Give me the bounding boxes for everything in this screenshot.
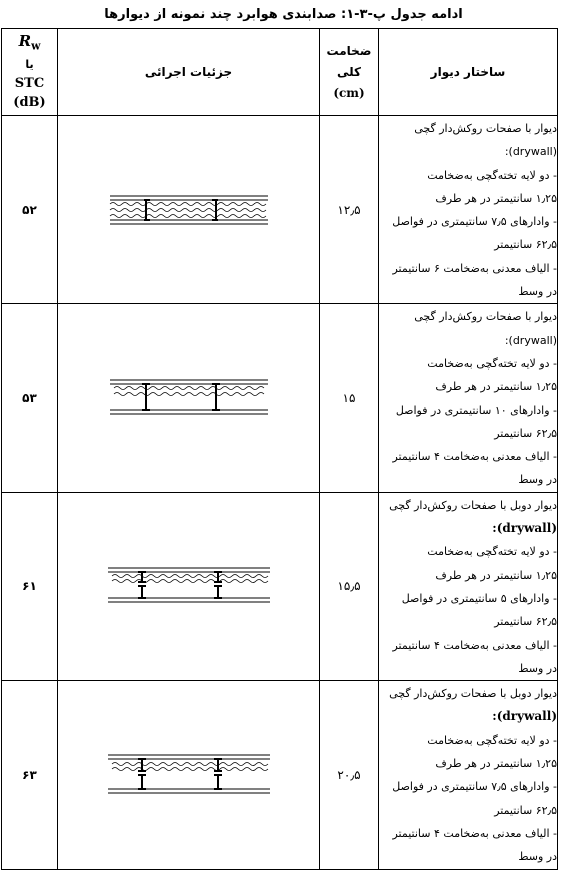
wall-line: دیوار دوبل با صفحات روکش‌دار گچی	[389, 687, 557, 701]
wall-line: - الیاف معدنی به‌ضخامت ۴ سانتیمتر در وسط	[392, 638, 557, 675]
wall-line: - الیاف معدنی به‌ضخامت ۴ سانتیمتر در وسط	[392, 826, 557, 864]
wall-description-cell	[379, 304, 558, 492]
wall-line: ۶۲٫۵ سانتیمتر	[494, 238, 557, 252]
wall-line: - دو لایه تخته‌گچی به‌ضخامت	[427, 733, 557, 747]
wall-line: - وادارهای ۷٫۵ سانتیمتری در فواصل	[392, 780, 557, 794]
rating-symbol: R	[18, 31, 32, 50]
thickness-cell: ۱۵٫۵	[320, 492, 379, 680]
rating-cell: ۵۳	[2, 304, 58, 492]
rating-subscript: w	[31, 39, 41, 53]
rating-cell: ۶۱	[2, 492, 58, 680]
insulation-line	[110, 208, 266, 211]
detail-cell	[58, 681, 320, 869]
thickness-cell: ۱۲٫۵	[320, 116, 379, 304]
wall-line: - وادارهای ۱۰ سانتیمتری در فواصل	[395, 403, 557, 417]
wall-line: دیوار دوبل با صفحات روکش‌دار گچی	[389, 498, 557, 512]
table-caption: ادامه جدول پ-۳-۱: صدابندی هوابرد چند نمونه از دیوارها	[104, 7, 463, 22]
wall-line: (drywall):	[492, 521, 557, 536]
insulation-line	[114, 393, 264, 396]
rating-stc: STC	[14, 76, 45, 92]
insulation-line	[112, 762, 268, 765]
wall-line: - الیاف معدنی به‌ضخامت ۴ سانتیمتر در وسط	[392, 450, 557, 487]
insulation-line	[112, 580, 268, 583]
thickness-line1: ضخامت	[326, 43, 372, 58]
detail-cell	[58, 304, 320, 492]
wall-line: ۶۲٫۵ سانتیمتر	[494, 615, 557, 629]
wall-line: - دو لایه تخته‌گچی به‌ضخامت	[427, 168, 557, 182]
header-rating	[2, 29, 58, 116]
single-wall-drawing	[104, 376, 274, 420]
thickness-unit: (cm)	[333, 85, 365, 100]
table-row	[2, 681, 558, 869]
rating-unit: (dB)	[13, 95, 46, 111]
wall-description-cell	[379, 116, 558, 304]
double-wall-drawing	[104, 751, 274, 799]
wall-line: (drywall):	[492, 709, 557, 724]
wall-line: ۱٫۲۵ سانتیمتر در هر طرف	[435, 568, 557, 582]
table-row	[2, 116, 558, 304]
wall-line: - دو لایه تخته‌گچی به‌ضخامت	[427, 356, 557, 370]
insulation-line	[114, 387, 264, 390]
rating-cell: ۶۳	[2, 681, 58, 869]
double-wall-drawing	[104, 564, 274, 608]
thickness-line2: کلی	[336, 64, 362, 79]
wall-description-cell	[379, 492, 558, 680]
detail-cell	[58, 116, 320, 304]
thickness-cell: ۲۰٫۵	[320, 681, 379, 869]
stud-bottom-left	[138, 586, 146, 598]
stud-top-left	[138, 759, 146, 771]
header-wall: ساختار دیوار	[379, 29, 558, 116]
header-thickness	[320, 29, 379, 116]
wall-line: - وادارهای ۷٫۵ سانتیمتری در فواصل	[392, 215, 557, 229]
wall-line: ۱٫۲۵ سانتیمتر در هر طرف	[435, 380, 557, 394]
insulation-line	[112, 767, 268, 770]
wall-line: - وادارهای ۵ سانتیمتری در فواصل	[401, 591, 557, 605]
stud-top-left	[138, 572, 146, 582]
detail-cell	[58, 492, 320, 680]
single-wall-drawing	[104, 190, 274, 230]
table-row	[2, 304, 558, 492]
rating-or: یا	[25, 58, 34, 72]
wall-description-cell	[379, 681, 558, 869]
header-row	[2, 29, 558, 116]
thickness-cell: ۱۵	[320, 304, 379, 492]
wall-line: ۱٫۲۵ سانتیمتر در هر طرف	[435, 191, 557, 205]
stud-left	[142, 384, 150, 410]
wall-line: دیوار با صفحات روکش‌دار گچی (drywall):	[414, 122, 557, 159]
insulation-line	[110, 214, 266, 217]
stud-bottom-right	[214, 586, 222, 598]
wall-line: دیوار با صفحات روکش‌دار گچی (drywall):	[414, 310, 557, 347]
wall-line: - الیاف معدنی به‌ضخامت ۶ سانتیمتر در وسط	[392, 261, 557, 299]
stud-right	[212, 384, 220, 410]
stud-bottom-left	[138, 775, 146, 789]
insulation-line	[110, 202, 266, 205]
wall-line: ۶۲٫۵ سانتیمتر	[494, 803, 557, 817]
table-row	[2, 492, 558, 680]
wall-line: ۶۲٫۵ سانتیمتر	[494, 426, 557, 440]
wall-spec-table	[1, 28, 558, 870]
stud-bottom-right	[214, 775, 222, 789]
wall-line: ۱٫۲۵ سانتیمتر در هر طرف	[435, 757, 557, 771]
wall-line: - دو لایه تخته‌گچی به‌ضخامت	[427, 545, 557, 559]
header-details: جزئیات اجرائی	[58, 29, 320, 116]
insulation-line	[112, 575, 268, 578]
rating-cell: ۵۲	[2, 116, 58, 304]
